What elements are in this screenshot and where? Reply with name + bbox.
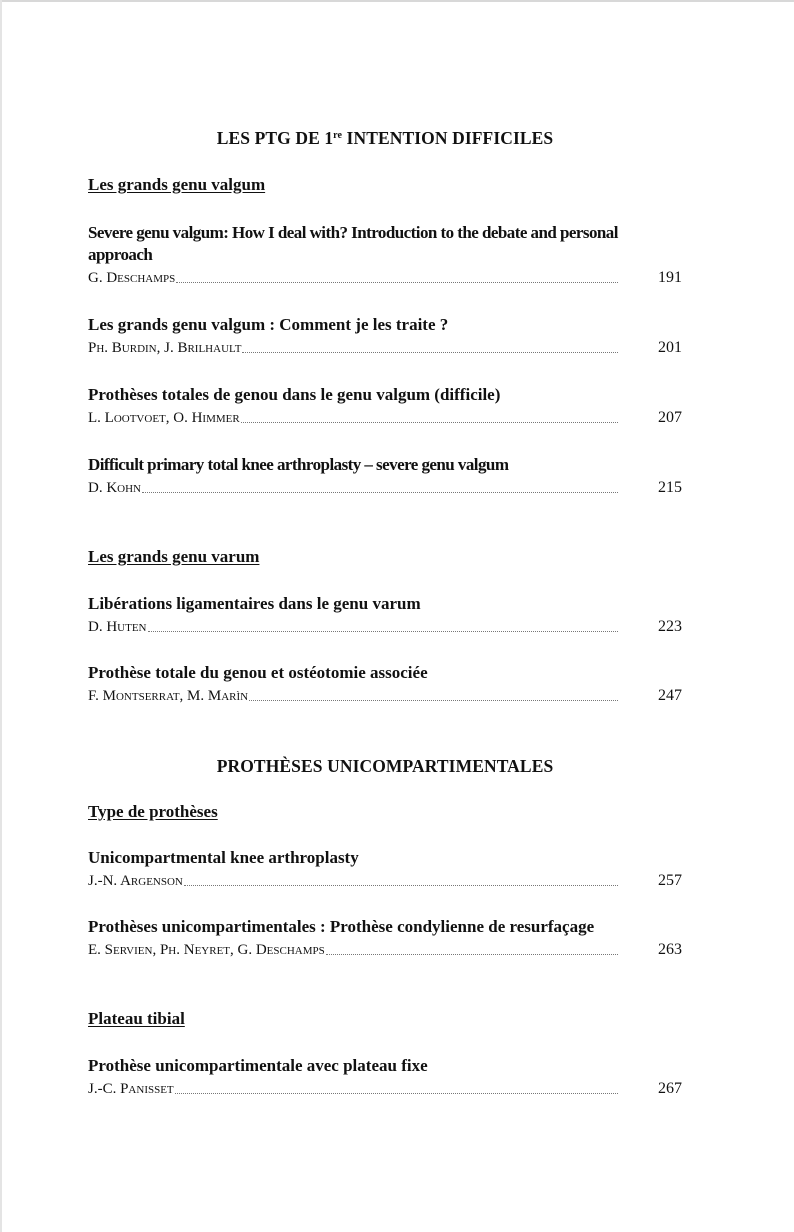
section-heading-plateau-tibial: Plateau tibial (88, 1009, 185, 1028)
section-heading-grands-genu-varum: Les grands genu varum (88, 547, 260, 566)
entry-authors: D. Kohn (88, 480, 141, 496)
entry-title: Difficult primary total knee arthroplasty – severe genu valgum (88, 455, 509, 474)
part-title-unicompartimentales: PROTHÈSES UNICOMPARTIMENTALES (216, 756, 554, 776)
scan-left-edge (0, 0, 2, 1232)
toc-entry[interactable] (88, 662, 682, 706)
dot-leader (176, 282, 618, 283)
page-number: 191 (658, 269, 682, 286)
entry-authors: E. Servien, Ph. Neyret, G. Deschamps (88, 942, 325, 958)
scan-top-edge (0, 0, 794, 2)
entry-title: Les grands genu valgum : Comment je les traite ? (88, 315, 449, 334)
toc-entry[interactable] (88, 916, 682, 960)
toc-entry[interactable] (88, 222, 682, 288)
page-number: 223 (658, 618, 682, 635)
entry-title: Libérations ligamentaires dans le genu varum (88, 594, 421, 613)
entry-title: Unicompartmental knee arthroplasty (88, 848, 359, 867)
dot-leader (242, 352, 618, 353)
toc-entry[interactable] (88, 314, 682, 358)
entry-authors: F. Montserrat, M. Marìn (88, 688, 249, 704)
page-number: 257 (658, 872, 682, 889)
page-number: 263 (658, 941, 682, 958)
part-title-ptg (88, 128, 682, 149)
entry-title: Prothèses totales de genou dans le genu valgum (difficile) (88, 385, 501, 404)
entry-authors: G. Deschamps (88, 270, 176, 286)
author-line (88, 869, 682, 891)
dot-leader (142, 492, 618, 493)
dot-leader (326, 954, 618, 955)
entry-authors: L. Lootvoet, O. Himmer (88, 410, 240, 426)
toc-entry[interactable] (88, 847, 682, 891)
entry-title: Prothèses unicompartimentales : Prothèse condylienne de resurfaçage (88, 917, 595, 936)
page-number: 207 (658, 409, 682, 426)
part-title-text: LES PTG DE 1 (216, 128, 334, 148)
author-line (88, 615, 682, 637)
part-title-superscript: re (333, 130, 343, 141)
entry-title: Prothèse unicompartimentale avec plateau fixe (88, 1056, 428, 1075)
dot-leader (249, 700, 618, 701)
section-heading-grands-genu-valgum: Les grands genu valgum (88, 175, 266, 194)
toc-entry[interactable] (88, 1055, 682, 1099)
dot-leader (175, 1093, 618, 1094)
page-number: 215 (658, 479, 682, 496)
author-line (88, 336, 682, 358)
page-number: 267 (658, 1080, 682, 1097)
dot-leader (148, 631, 619, 632)
dot-leader (184, 885, 618, 886)
page-number: 247 (658, 687, 682, 704)
toc-entry[interactable] (88, 593, 682, 637)
author-line (88, 1077, 682, 1099)
author-line (88, 684, 682, 706)
entry-authors: J.-N. Argenson (88, 873, 183, 889)
author-line (88, 938, 682, 960)
toc-entry[interactable] (88, 454, 682, 498)
part-title-text-suffix: INTENTION DIFFICILES (342, 128, 554, 148)
author-line (88, 476, 682, 498)
dot-leader (241, 422, 618, 423)
toc-entry[interactable] (88, 384, 682, 428)
author-line (88, 406, 682, 428)
entry-title: Severe genu valgum: How I deal with? Introduction to the debate and personal approach (88, 223, 618, 264)
entry-title: Prothèse totale du genou et ostéotomie associée (88, 663, 428, 682)
author-line (88, 266, 682, 288)
section-heading-type-de-protheses: Type de prothèses (88, 802, 218, 821)
entry-authors: J.-C. Panisset (88, 1081, 174, 1097)
entry-authors: D. Huten (88, 619, 147, 635)
page-number: 201 (658, 339, 682, 356)
entry-authors: Ph. Burdin, J. Brilhault (88, 340, 242, 356)
